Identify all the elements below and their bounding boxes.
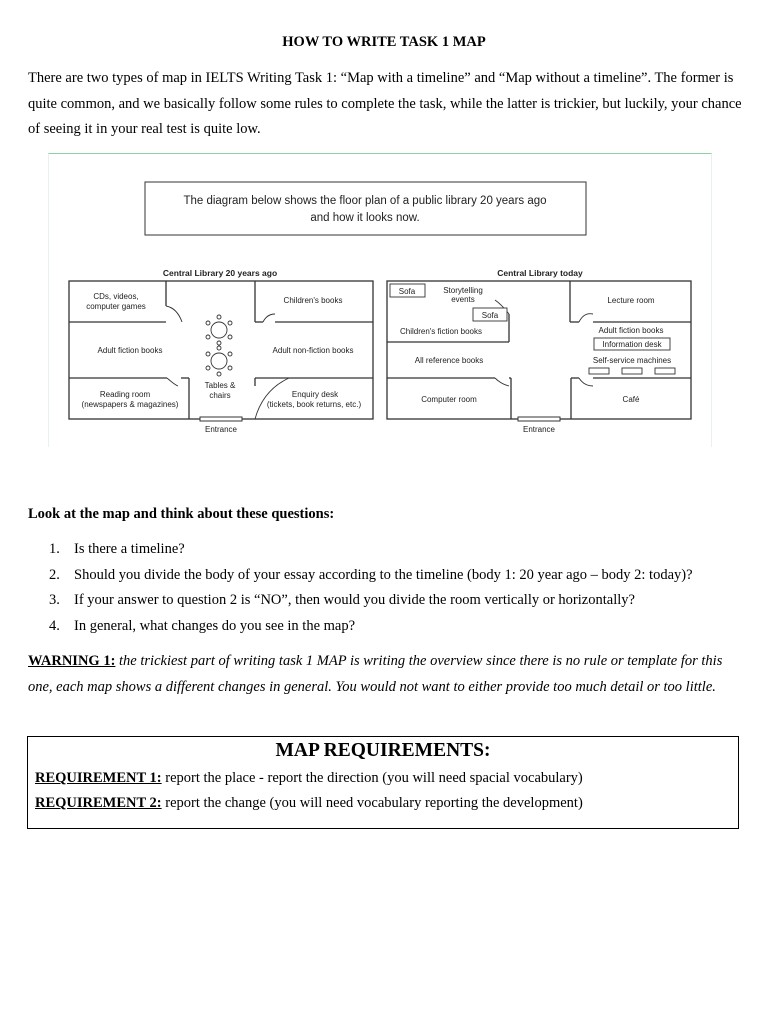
label-enquiry-2: (tickets, book returns, etc.) bbox=[266, 400, 362, 409]
label-computer-room: Computer room bbox=[421, 395, 477, 404]
label-entrance-past: Entrance bbox=[204, 425, 238, 434]
past-entrance-gap bbox=[200, 417, 242, 421]
today-entrance-gap bbox=[518, 417, 560, 421]
questions-list bbox=[28, 540, 693, 642]
label-lecture-room: Lecture room bbox=[607, 296, 655, 305]
label-entrance-today: Entrance bbox=[522, 425, 556, 434]
enquiry-desk-curve bbox=[255, 378, 289, 419]
label-cds-2: computer games bbox=[86, 302, 146, 311]
floor-plan-diagram bbox=[49, 154, 711, 447]
question-text: If your answer to question 2 is “NO”, then would you divide the room vertically or horizontally? bbox=[74, 592, 635, 608]
warning-text: the trickiest part of writing task 1 MAP is writing the overview since there is no rule or template for this one, each map shows a different changes in general. You would not want to either provide too much detail or too little. bbox=[28, 653, 723, 695]
label-adult-fiction-past: Adult fiction books bbox=[97, 346, 163, 355]
questions-heading: Look at the map and think about these questions: bbox=[28, 506, 335, 522]
question-number: 3. bbox=[49, 592, 60, 608]
label-adult-nonfiction: Adult non-fiction books bbox=[272, 346, 354, 355]
question-item bbox=[28, 540, 693, 566]
label-cafe: Café bbox=[622, 395, 640, 404]
requirement-2 bbox=[28, 791, 738, 816]
question-item bbox=[28, 566, 693, 592]
question-text: Should you divide the body of your essay according to the timeline (body 1: 20 year ago – body 2: today)? bbox=[74, 566, 693, 583]
caption-box bbox=[145, 182, 586, 235]
label-reading-1: Reading room bbox=[99, 390, 151, 399]
label-tables-1: Tables & bbox=[204, 381, 236, 390]
question-item bbox=[28, 591, 693, 617]
label-reading-2: (newspapers & magazines) bbox=[81, 400, 179, 409]
requirement-1-text: report the place - report the direction (you will need spacial vocabulary) bbox=[165, 770, 583, 786]
intro-paragraph: There are two types of map in IELTS Writing Task 1: “Map with a timeline” and “Map without a timeline”. The former is quite common, and we basically follow some rules to complete the task, while the latter is trickier, but luckily, your chance of seeing it in your real test is quite low. bbox=[28, 70, 742, 137]
label-cds-1: CDs, videos, bbox=[93, 292, 139, 301]
question-item bbox=[28, 617, 693, 643]
requirement-1 bbox=[28, 766, 738, 791]
caption-line-1: The diagram below shows the floor plan of a public library 20 years ago bbox=[183, 195, 547, 207]
self-service-machines bbox=[589, 368, 675, 374]
requirements-title: MAP REQUIREMENTS: bbox=[275, 740, 491, 761]
label-sofa-1: Sofa bbox=[398, 287, 416, 296]
tables-and-chairs bbox=[206, 315, 232, 376]
requirements-box bbox=[27, 736, 739, 829]
label-self-service: Self-service machines bbox=[592, 356, 672, 365]
label-all-reference: All reference books bbox=[414, 356, 484, 365]
floor-plan-figure bbox=[48, 153, 712, 447]
label-enquiry-1: Enquiry desk bbox=[291, 390, 339, 399]
requirement-1-label: REQUIREMENT 1: bbox=[35, 770, 162, 786]
label-childrens-fiction: Children's fiction books bbox=[399, 327, 483, 336]
question-number: 4. bbox=[49, 617, 60, 634]
past-plan-title: Central Library 20 years ago bbox=[162, 268, 278, 278]
today-plan-title: Central Library today bbox=[497, 268, 583, 278]
requirement-2-label: REQUIREMENT 2: bbox=[35, 795, 162, 811]
page-title: HOW TO WRITE TASK 1 MAP bbox=[282, 34, 486, 50]
label-sofa-2: Sofa bbox=[481, 311, 499, 320]
requirement-2-text: report the change (you will need vocabulary reporting the development) bbox=[165, 795, 583, 811]
question-text: In general, what changes do you see in the map? bbox=[74, 617, 356, 634]
caption-line-2: and how it looks now. bbox=[310, 212, 420, 224]
label-tables-2: chairs bbox=[209, 391, 231, 400]
warning-label: WARNING 1: bbox=[28, 653, 116, 669]
label-storytelling-2: events bbox=[451, 295, 475, 304]
warning-paragraph bbox=[28, 649, 744, 700]
label-childrens-books: Children's books bbox=[283, 296, 343, 305]
question-number: 1. bbox=[49, 541, 60, 557]
label-adult-fiction-today: Adult fiction books bbox=[598, 326, 664, 335]
question-text: Is there a timeline? bbox=[74, 541, 185, 557]
question-number: 2. bbox=[49, 566, 60, 583]
label-information-desk: Information desk bbox=[602, 340, 662, 349]
label-storytelling-1: Storytelling bbox=[443, 286, 483, 295]
